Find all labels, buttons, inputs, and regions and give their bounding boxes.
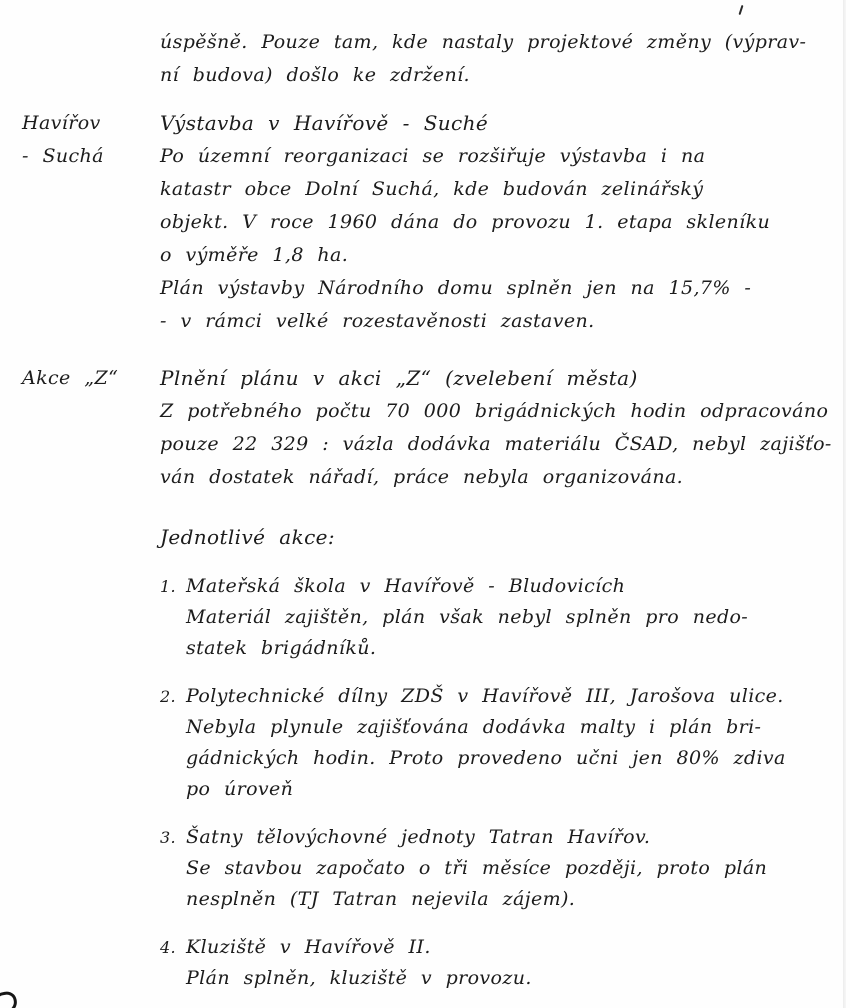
list-heading: Jednotlivé akce: bbox=[160, 525, 336, 549]
text-line: po úroveň bbox=[186, 778, 294, 800]
text-line: nesplněn (TJ Tatran nejevila zájem). bbox=[186, 888, 576, 910]
section-heading: Plnění plánu v akci „Z“ (zvelebení města) bbox=[160, 366, 638, 390]
text-line: gádnických hodin. Proto provedeno učni jen 80% zdiva bbox=[186, 747, 786, 769]
text-line: Materiál zajištěn, plán však nebyl splněn pro nedo- bbox=[186, 606, 749, 628]
item-title: Mateřská škola v Havířově - Bludovicích bbox=[186, 575, 626, 597]
intro-paragraph bbox=[160, 26, 820, 92]
item-number: 1. bbox=[160, 577, 177, 596]
item-title: Šatny tělovýchovné jednoty Tatran Havířov. bbox=[186, 826, 651, 848]
text-line: objekt. V roce 1960 dána do provozu 1. etapa skleníku bbox=[160, 211, 771, 233]
list-item bbox=[160, 571, 820, 664]
margin-note-line: Havířov bbox=[22, 112, 101, 134]
text-line: pouze 22 329 : vázla dodávka materiálu ČSAD, nebyl zajišťo- bbox=[160, 433, 832, 455]
text-line: Z potřebného počtu 70 000 brigádnických hodin odpracováno bbox=[160, 400, 829, 422]
section-heading: Výstavba v Havířově - Suché bbox=[160, 111, 489, 135]
text-line: Plán výstavby Národního domu splněn jen na 15,7% - bbox=[160, 277, 752, 299]
section-havirov-sucha bbox=[0, 107, 850, 338]
item-number: 3. bbox=[160, 828, 177, 847]
text-line: ván dostatek nářadí, práce nebyla organizována. bbox=[160, 466, 684, 488]
margin-note-akce-z bbox=[22, 362, 152, 395]
text-line: ní budova) došlo ke zdržení. bbox=[160, 64, 470, 86]
list-item bbox=[160, 681, 820, 805]
text-line: úspěšně. Pouze tam, kde nastaly projektové změny (výprav- bbox=[160, 31, 807, 53]
section-akce-z bbox=[0, 362, 850, 494]
text-line: Nebyla plynule zajišťována dodávka malty i plán bri- bbox=[186, 716, 762, 738]
item-title: Polytechnické dílny ZDŠ v Havířově III, Jarošova ulice. bbox=[186, 685, 784, 707]
text-line: katastr obce Dolní Suchá, kde budován zelinářský bbox=[160, 178, 704, 200]
text-line: Se stavbou započato o tři měsíce později, proto plán bbox=[186, 857, 768, 879]
text-line: - v rámci velké rozestavěnosti zastaven. bbox=[160, 310, 595, 332]
list-item bbox=[160, 822, 820, 915]
list-item bbox=[160, 932, 820, 994]
margin-note-line: - Suchá bbox=[22, 145, 104, 167]
item-number: 4. bbox=[160, 938, 177, 957]
text-line: statek brigádníků. bbox=[186, 637, 377, 659]
margin-note-havirov-sucha bbox=[22, 107, 152, 173]
text-line: Po územní reorganizaci se rozšiřuje výstavba i na bbox=[160, 145, 706, 167]
text-line: o výměře 1,8 ha. bbox=[160, 244, 349, 266]
item-title: Kluziště v Havířově II. bbox=[186, 936, 431, 958]
margin-note-line: Akce „Z“ bbox=[22, 367, 119, 389]
text-line: Plán splněn, kluziště v provozu. bbox=[186, 967, 532, 989]
actions-list bbox=[160, 520, 820, 994]
item-number: 2. bbox=[160, 687, 177, 706]
